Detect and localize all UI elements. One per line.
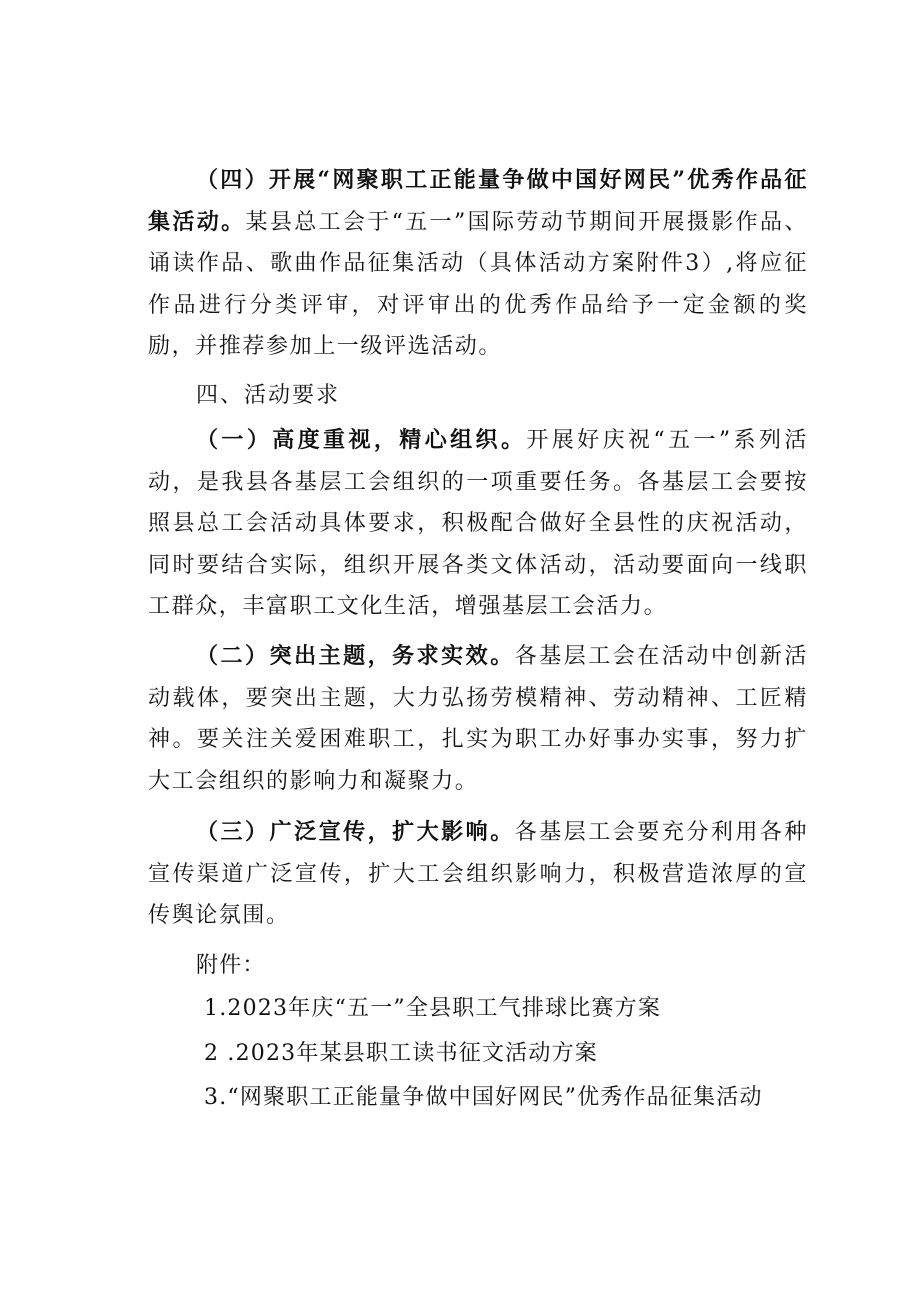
attachments-label: 附件： xyxy=(196,953,266,978)
item4-body: 某县总工会于“五一”国际劳动节期间开展摄影作品、诵读作品、歌曲作品征集活动（具体活动方案附件3）,将应征作品进行分类评审，对评审出的优秀作品给予一定金额的奖励，并推荐参加上一级评选活动。 xyxy=(148,209,808,359)
requirement3-lead: （三）广泛宣传，扩大影响。 xyxy=(196,819,515,845)
requirement2-lead: （二）突出主题，务求实效。 xyxy=(196,643,515,669)
requirement1-paragraph xyxy=(148,420,808,628)
section-heading: 四、活动要求 xyxy=(196,383,341,408)
attachment-item-2: 2 .2023年某县职工读书征文活动方案 xyxy=(204,1041,598,1066)
requirement1-lead: （一）高度重视，精心组织。 xyxy=(196,427,527,453)
requirement3-body: 各基层工会要充分利用各种宣传渠道广泛宣传，扩大工会组织影响力，积极营造浓厚的宣传舆论氛围。 xyxy=(148,820,808,928)
requirement3-paragraph xyxy=(148,812,808,937)
attachment-item-1: 1.2023年庆“五一”全县职工气排球比赛方案 xyxy=(204,996,662,1021)
item4-lead: （四）开展“网聚职工正能量争做中国好网民”优秀作品征集活动。 xyxy=(148,167,808,235)
requirement2-paragraph xyxy=(148,636,808,802)
requirement2-body: 各基层工会在活动中创新活动载体，要突出主题，大力弘扬劳模精神、劳动精神、工匠精神。要关注关爱困难职工，扎实为职工办好事办实事，努力扩大工会组织的影响力和凝聚力。 xyxy=(148,644,808,794)
requirement1-body: 开展好庆祝“五一”系列活动，是我县各基层工会组织的一项重要任务。各基层工会要按照县总工会活动具体要求，积极配合做好全县性的庆祝活动，同时要结合实际，组织开展各类文体活动，活动要面向一线职工群众，丰富职工文化生活，增强基层工会活力。 xyxy=(148,428,808,619)
attachment-item-3: 3.“网聚职工正能量争做中国好网民”优秀作品征集活动 xyxy=(204,1085,763,1110)
item4-paragraph xyxy=(148,160,808,368)
